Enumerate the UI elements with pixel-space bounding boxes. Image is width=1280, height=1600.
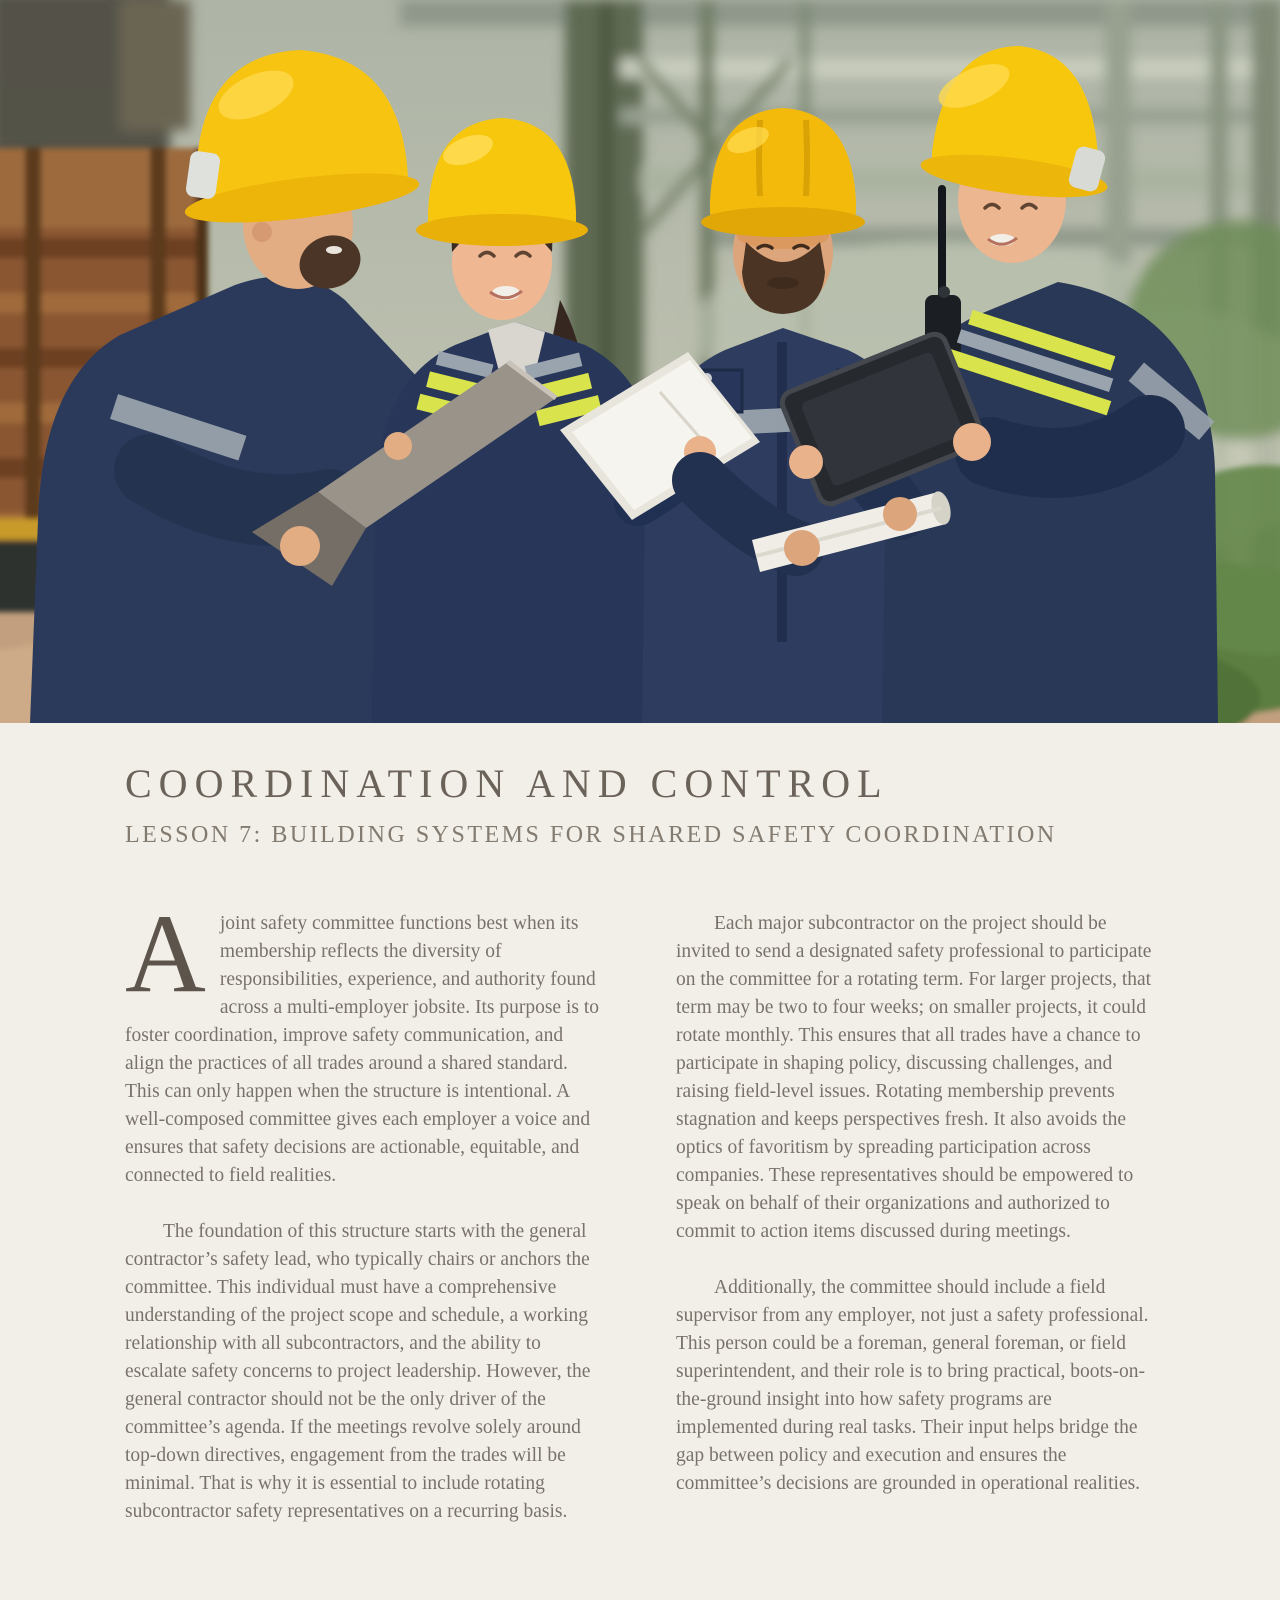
column-right	[676, 910, 1155, 1554]
arm	[990, 430, 1150, 463]
lesson-content	[0, 723, 1280, 1554]
page-subtitle: LESSON 7: BUILDING SYSTEMS FOR SHARED SAFETY COORDINATION	[125, 822, 1057, 848]
column-left	[125, 891, 604, 1554]
hero-photo	[0, 0, 1280, 723]
drop-cap: A	[125, 891, 206, 1016]
hero-photo-illustration	[0, 0, 1280, 723]
paragraph: The foundation of this structure starts with the general contractor’s safety lead, who typically chairs or anchors the committee. This individual must have a comprehensive understanding of the project scope and schedule, a working relationship with all subcontractors, and the ability to escalate safety concerns to project leadership. However, the general contractor should not be the only driver of the committee’s agenda. If the meetings revolve solely around top-down directives, engagement from the trades will be minimal. That is why it is essential to include rotating subcontractor safety representatives on a recurring basis.	[125, 1220, 591, 1522]
paragraph-text: joint safety committee functions best when its membership reflects the diversity of responsibilities, experience, and authority found across a multi-employer jobsite. Its purpose is to foster coordination, improve safety communication, and align the practices of all trades around a shared standard. This can only happen when the structure is intentional. A well-composed committee gives each employer a voice and ensures that safety decisions are actionable, equitable, and connected to field realities.	[125, 912, 599, 1186]
paragraph: Additionally, the committee should include a field supervisor from any employer, not just a safety professional. This person could be a foreman, general foreman, or field superintendent, and their role is to bring practical, boots-on-the-ground insight into how safety programs are implemented during real tasks. Their input helps bridge the gap between policy and execution and ensures the committee’s decisions are grounded in operational realities.	[676, 1276, 1149, 1494]
paragraph	[125, 891, 604, 1190]
paragraph: Each major subcontractor on the project should be invited to send a designated safety professional to participate on the committee for a rotating term. For larger projects, that term may be two to four weeks; on smaller projects, it could rotate monthly. This ensures that all trades have a chance to participate in shaping policy, discussing challenges, and raising field-level issues. Rotating membership prevents stagnation and keeps perspectives fresh. It also avoids the optics of favoritism by spreading participation across companies. These representatives should be empowered to speak on behalf of their organizations and authorized to commit to action items discussed during meetings.	[676, 912, 1152, 1242]
article-columns	[125, 891, 1155, 1554]
page-title: COORDINATION AND CONTROL	[125, 761, 889, 806]
